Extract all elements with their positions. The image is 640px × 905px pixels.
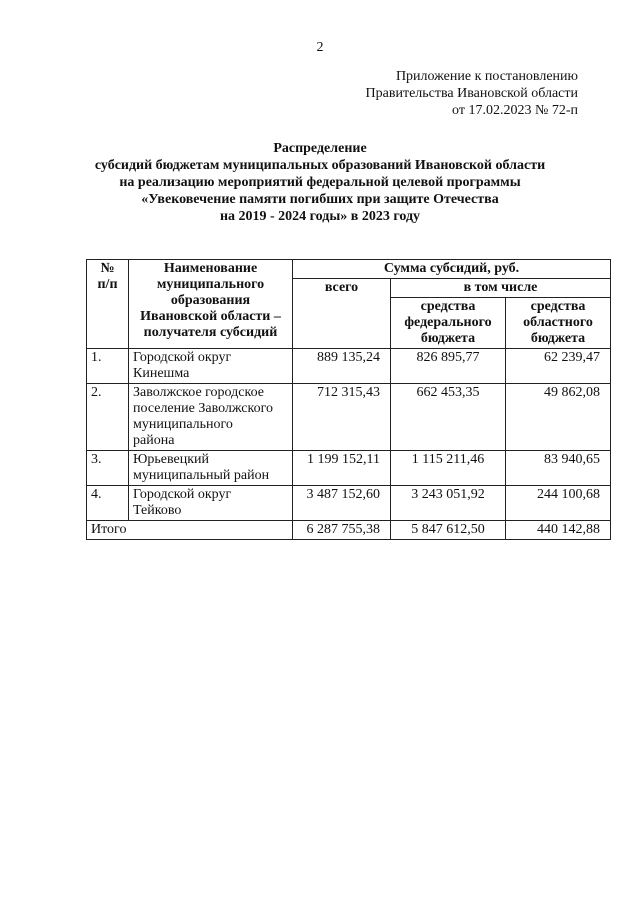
appendix-reference — [366, 68, 578, 119]
page-number: 2 — [316, 40, 324, 55]
row-total: 3 487 152,60 — [293, 486, 391, 521]
row-municipality: Заволжское городское поселение Заволжского муниципального района — [129, 384, 293, 451]
appendix-line: от 17.02.2023 № 72-п — [452, 103, 578, 118]
total-row — [87, 521, 611, 540]
row-federal: 3 243 051,92 — [391, 486, 506, 521]
row-number: 4. — [87, 486, 129, 521]
row-federal: 662 453,35 — [391, 384, 506, 451]
appendix-line: Приложение к постановлению — [395, 69, 578, 84]
table-row — [87, 349, 611, 384]
total-label: Итого — [87, 521, 293, 540]
table-row — [87, 486, 611, 521]
row-federal: 826 895,77 — [391, 349, 506, 384]
row-regional: 83 940,65 — [506, 451, 611, 486]
table-row — [87, 384, 611, 451]
total-regional: 440 142,88 — [506, 521, 611, 540]
row-number: 3. — [87, 451, 129, 486]
row-number: 1. — [87, 349, 129, 384]
header-regional: средства областного бюджета — [506, 298, 611, 349]
header-municipality: Наименование муниципального образования Ивановской области – получателя субсидий — [129, 260, 293, 349]
document-title — [0, 140, 640, 225]
row-total: 889 135,24 — [293, 349, 391, 384]
total-sum: 6 287 755,38 — [293, 521, 391, 540]
header-including: в том числе — [391, 279, 611, 298]
title-line: Распределение — [273, 141, 367, 156]
row-regional: 244 100,68 — [506, 486, 611, 521]
row-regional: 49 862,08 — [506, 384, 611, 451]
header-sum: Сумма субсидий, руб. — [293, 260, 611, 279]
title-line: на 2019 - 2024 годы» в 2023 году — [219, 209, 421, 224]
row-municipality: Городской округ Тейково — [129, 486, 293, 521]
title-line: субсидий бюджетам муниципальных образований Ивановской области — [94, 158, 546, 173]
header-number: № п/п — [87, 260, 129, 349]
row-municipality: Юрьевецкий муниципальный район — [129, 451, 293, 486]
title-line: «Увековечение памяти погибших при защите Отечества — [141, 192, 499, 207]
subsidies-table — [86, 259, 611, 540]
row-municipality: Городской округ Кинешма — [129, 349, 293, 384]
title-line: на реализацию мероприятий федеральной целевой программы — [119, 175, 521, 190]
row-total: 1 199 152,11 — [293, 451, 391, 486]
row-number: 2. — [87, 384, 129, 451]
header-federal: средства федерального бюджета — [391, 298, 506, 349]
appendix-line: Правительства Ивановской области — [365, 86, 578, 101]
header-total: всего — [293, 279, 391, 349]
total-federal: 5 847 612,50 — [391, 521, 506, 540]
row-regional: 62 239,47 — [506, 349, 611, 384]
row-total: 712 315,43 — [293, 384, 391, 451]
table-row — [87, 451, 611, 486]
row-federal: 1 115 211,46 — [391, 451, 506, 486]
